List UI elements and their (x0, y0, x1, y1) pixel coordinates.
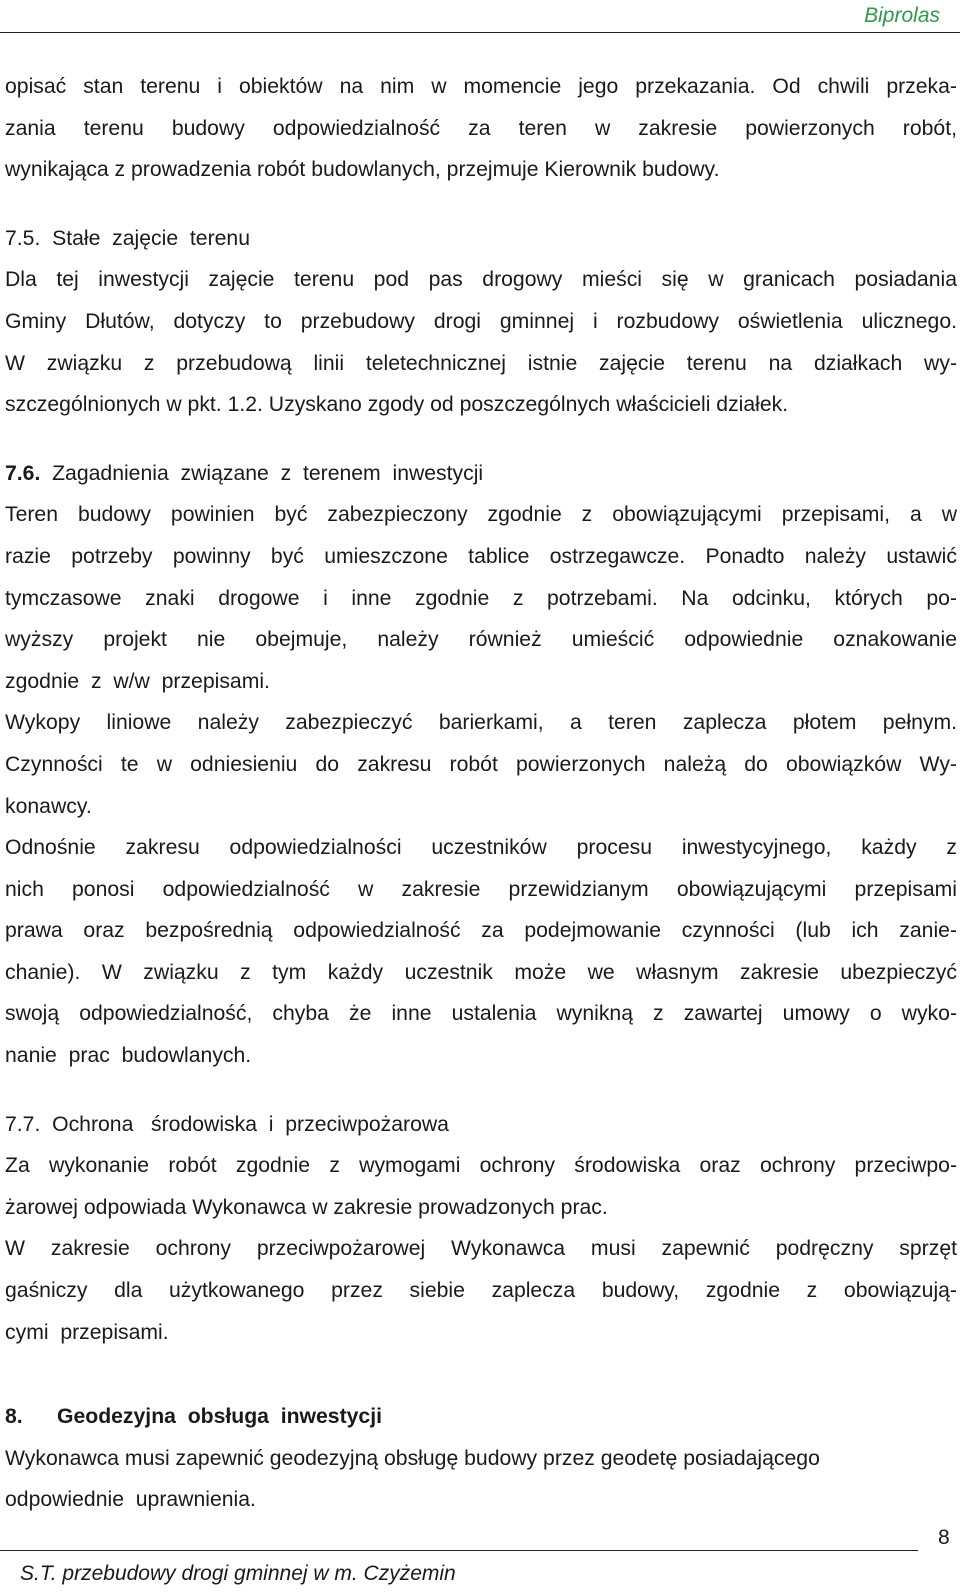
section-line: tymczasowe znaki drogowe i inne zgodnie z potrzebami. Na odcinku, których po- (5, 586, 957, 610)
intro-line: opisać stan terenu i obiektów na nim w momencie jego przekazania. Od chwili przeka- (5, 75, 957, 98)
section-line: Dla tej inwestycji zajęcie terenu pod pas drogowy mieści się w granicach posiadania (5, 268, 957, 292)
section-line: W zakresie ochrony przeciwpożarowej Wykonawca musi zapewnić podręczny sprzęt (5, 1237, 957, 1261)
section-line: wyższy projekt nie obejmuje, należy również umieścić odpowiednie oznakowanie (5, 628, 957, 652)
intro-line: zania terenu budowy odpowiedzialność za teren w zakresie powierzonych robót, (5, 116, 957, 140)
footer-document-title: S.T. przebudowy drogi gminnej w m. Czyżemin (20, 1562, 456, 1585)
header-rule (0, 32, 960, 33)
document-body (5, 66, 957, 1521)
section-number: 8. (5, 1405, 23, 1429)
section-heading-7-6 (5, 453, 957, 495)
section-heading-7-7: 7.7. Ochrona środowiska i przeciwpożarowa (5, 1112, 449, 1136)
section-line: swoją odpowiedzialność, chyba że inne ustalenia wynikną z zawartej umowy o wyko- (5, 1002, 957, 1026)
section-line: Gminy Dłutów, dotyczy to przebudowy drogi gminnej i rozbudowy oświetlenia ulicznego. (5, 309, 957, 333)
section-line: nich ponosi odpowiedzialność w zakresie przewidzianym obowiązującymi przepisami (5, 877, 957, 901)
intro-line: wynikająca z prowadzenia robót budowlanych, przejmuje Kierownik budowy. (5, 158, 720, 182)
section-line: szczególnionych w pkt. 1.2. Uzyskano zgody od poszczególnych właścicieli działek. (5, 393, 789, 417)
section-line: Wykopy liniowe należy zabezpieczyć barierkami, a teren zaplecza płotem pełnym. (5, 711, 957, 735)
section-line: cymi przepisami. (5, 1320, 169, 1344)
section-line: zgodnie z w/w przepisami. (5, 669, 270, 693)
section-line: chanie). W związku z tym każdy uczestnik może we własnym zakresie ubezpieczyć (5, 960, 957, 984)
section-line: W związku z przebudową linii teletechnicznej istnie zajęcie terenu na działkach wy- (5, 351, 957, 375)
section-heading-8 (5, 1396, 957, 1438)
section-line: nanie prac budowlanych. (5, 1044, 252, 1068)
section-title: Geodezyjna obsługa inwestycji (57, 1405, 382, 1429)
section-line: prawa oraz bezpośrednią odpowiedzialność za podejmowanie czynności (lub ich zanie- (5, 919, 957, 943)
section-line: Teren budowy powinien być zabezpieczony zgodnie z obowiązującymi przepisami, a w (5, 503, 957, 527)
section-line: gaśniczy dla użytkowanego przez siebie zaplecza budowy, zgodnie z obowiązują- (5, 1279, 957, 1303)
section-line: Odnośnie zakresu odpowiedzialności uczestników procesu inwestycyjnego, każdy z (5, 836, 957, 860)
section-line: konawcy. (5, 794, 92, 818)
section-line: Za wykonanie robót zgodnie z wymogami ochrony środowiska oraz ochrony przeciwpo- (5, 1154, 957, 1178)
section-number: 7.6. (5, 461, 41, 485)
section-title: Zagadnienia związane z terenem inwestycji (40, 461, 484, 485)
section-line: odpowiednie uprawnienia. (5, 1488, 256, 1512)
section-heading-7-5: 7.5. Stałe zajęcie terenu (5, 226, 250, 250)
header-brand: Biprolas (864, 4, 940, 27)
section-line: żarowej odpowiada Wykonawca w zakresie prowadzonych prac. (5, 1195, 608, 1219)
section-line: razie potrzeby powinny być umieszczone tablice ostrzegawcze. Ponadto należy ustawić (5, 544, 957, 568)
footer-rule (0, 1550, 918, 1551)
section-line: Wykonawca musi zapewnić geodezyjną obsługę budowy przez geodetę posiadającego (5, 1446, 820, 1470)
page-number: 8 (938, 1526, 950, 1549)
section-line: Czynności te w odniesieniu do zakresu robót powierzonych należą do obowiązków Wy- (5, 752, 957, 776)
